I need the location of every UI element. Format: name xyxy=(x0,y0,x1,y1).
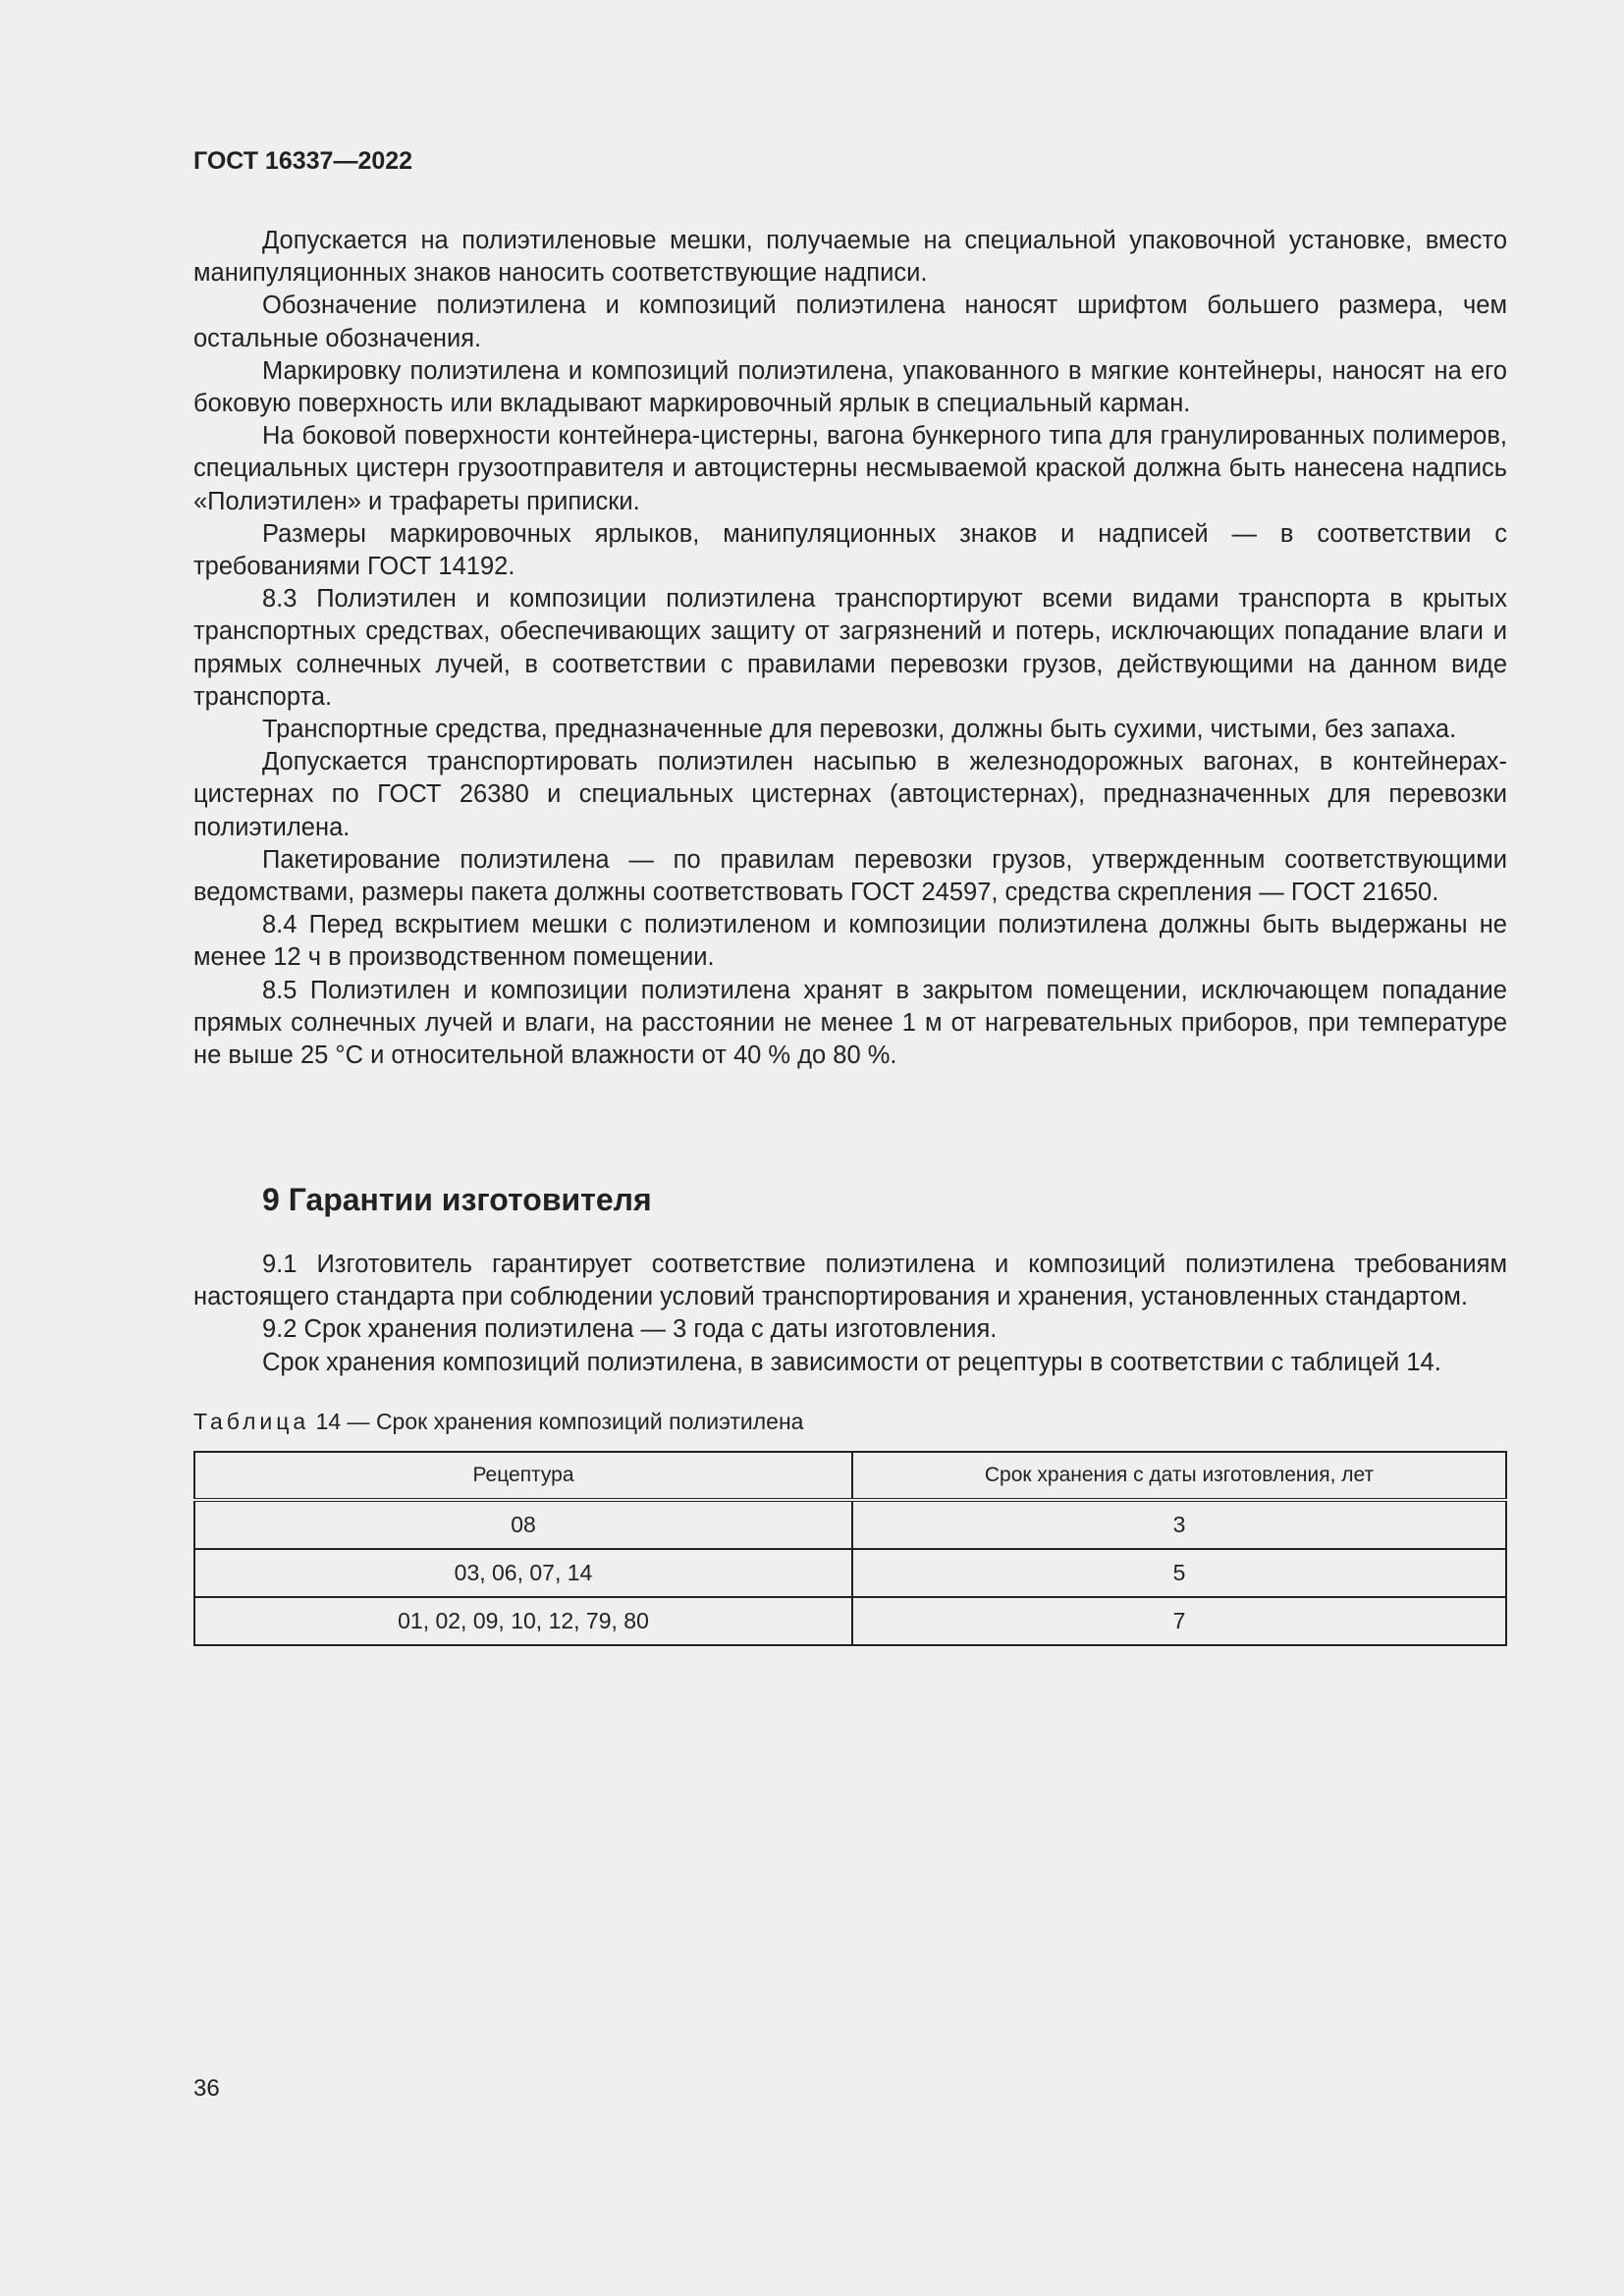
table-cell: 08 xyxy=(194,1500,852,1549)
paragraph: Транспортные средства, предназначенные для перевозки, должны быть сухими, чистыми, без запаха. xyxy=(262,716,1457,744)
table-cell: 03, 06, 07, 14 xyxy=(194,1549,852,1597)
paragraph: Маркировку полиэтилена и композиций полиэтилена, упакованного в мягкие контейнеры, наносят на его боковую поверхность или вкладывают маркировочный ярлык в специальный карман. xyxy=(193,356,1507,418)
body-text xyxy=(193,225,1507,1072)
section-9 xyxy=(193,1178,1507,1646)
paragraph: Обозначение полиэтилена и композиций полиэтилена наносят шрифтом большего размера, чем остальные обозначения. xyxy=(193,292,1507,352)
table-row xyxy=(194,1500,1506,1549)
paragraph: На боковой поверхности контейнера-цистерны, вагона бункерного типа для гранулированных полимеров, специальных цистерн грузоотправителя и автоцистерны несмываемой краской должна быть нанесена надпись «Полиэтилен» и трафареты приписки. xyxy=(193,422,1507,515)
table-cell: 5 xyxy=(852,1549,1506,1597)
table-cell: 7 xyxy=(852,1597,1506,1645)
paragraph: Допускается на полиэтиленовые мешки, получаемые на специальной упаковочной установке, вместо манипуляционных знаков наносить соответствующие надписи. xyxy=(193,227,1507,288)
paragraph-8-3: 8.3 Полиэтилен и композиции полиэтилена транспортируют всеми видами транспорта в крытых транспортных средствах, обеспечивающих защиту от загрязнений и потерь, исключающих попадание влаги и прямых солнечных лучей, в соответствии с правилами перевозки грузов, действующими на данном виде транспорта. xyxy=(193,585,1507,711)
column-header-recipe: Рецептура xyxy=(194,1452,852,1500)
paragraph: Пакетирование полиэтилена — по правилам перевозки грузов, утвержденным соответствующими ведомствами, размеры пакета должны соответствовать ГОСТ 24597, средства скрепления — ГОСТ 21650. xyxy=(193,845,1507,907)
paragraph-8-5: 8.5 Полиэтилен и композиции полиэтилена хранят в закрытом помещении, исключающем попадание прямых солнечных лучей и влаги, на расстоянии не менее 1 м от нагревательных приборов, при температуре не выше 25 °С и относительной влажности от 40 % до 80 %. xyxy=(193,976,1507,1070)
table-cell: 01, 02, 09, 10, 12, 79, 80 xyxy=(194,1597,852,1645)
paragraph-8-4: 8.4 Перед вскрытием мешки с полиэтиленом и композиции полиэтилена должны быть выдержаны не менее 12 ч в производственном помещении. xyxy=(193,911,1507,972)
table-caption xyxy=(193,1407,1507,1436)
page-number: 36 xyxy=(193,2075,220,2102)
table-caption-label: Таблица xyxy=(193,1408,310,1434)
paragraph-9-2: 9.2 Срок хранения полиэтилена — 3 года с даты изготовления. xyxy=(262,1315,998,1344)
storage-table xyxy=(193,1451,1507,1646)
table-header-row xyxy=(194,1452,1506,1500)
paragraph: Срок хранения композиций полиэтилена, в зависимости от рецептуры в соответствии с таблицей 14. xyxy=(262,1348,1441,1376)
table-row xyxy=(194,1549,1506,1597)
table-row xyxy=(194,1597,1506,1645)
column-header-shelf-life: Срок хранения с даты изготовления, лет xyxy=(852,1452,1506,1500)
page-header: ГОСТ 16337—2022 xyxy=(193,147,413,175)
section-title: 9 Гарантии изготовителя xyxy=(262,1182,652,1217)
table-caption-title: 14 — Срок хранения композиций полиэтилена xyxy=(309,1408,804,1434)
paragraph: Допускается транспортировать полиэтилен насыпью в железнодорожных вагонах, в контейнерах-цистернах по ГОСТ 26380 и специальных цистернах (автоцистернах), предназначенных для перевозки полиэтилена. xyxy=(193,748,1507,841)
paragraph: Размеры маркировочных ярлыков, манипуляционных знаков и надписей — в соответствии с требованиями ГОСТ 14192. xyxy=(193,519,1507,581)
paragraph-9-1: 9.1 Изготовитель гарантирует соответствие полиэтилена и композиций полиэтилена требованиям настоящего стандарта при соблюдении условий транспортирования и хранения, установленных стандартом. xyxy=(193,1251,1507,1311)
table-cell: 3 xyxy=(852,1500,1506,1549)
